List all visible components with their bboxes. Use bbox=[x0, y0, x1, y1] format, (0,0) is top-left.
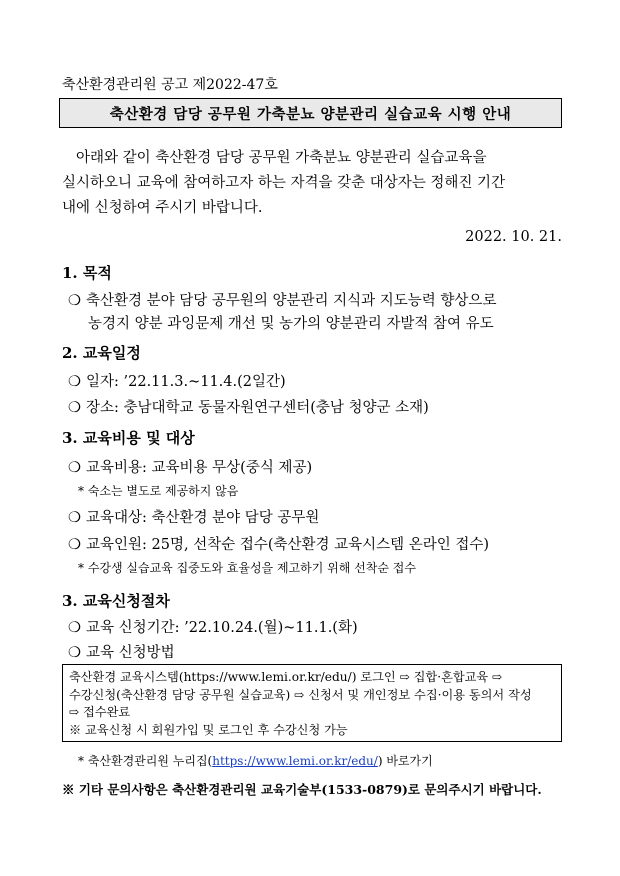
cost-count-note: * 수강생 실습교육 집중도와 효율성을 제고하기 위해 선착순 접수 bbox=[78, 561, 416, 575]
link-note-prefix: * 축산환경관리원 누리집( bbox=[78, 754, 213, 768]
section-heading-cost: 3. 교육비용 및 대상 bbox=[62, 429, 195, 447]
schedule-place-text: 장소: 충남대학교 동물자원연구센터(충남 청양군 소재) bbox=[86, 400, 429, 416]
intro-line: 내에 신청하여 주시기 바랍니다. bbox=[62, 200, 263, 216]
bullet-icon: ❍ bbox=[68, 537, 81, 553]
document-title-box bbox=[59, 98, 562, 128]
link-note-suffix: ) 바로가기 bbox=[377, 754, 433, 768]
notice-date: 2022. 10. 21. bbox=[465, 229, 562, 245]
bullet-icon: ❍ bbox=[68, 510, 81, 526]
section-heading-procedure: 3. 교육신청절차 bbox=[62, 592, 170, 610]
notice-number: 축산환경관리원 공고 제2022-47호 bbox=[62, 77, 278, 93]
homepage-link[interactable]: https://www.lemi.or.kr/edu/ bbox=[212, 754, 378, 768]
method-line: ⇨ 접수완료 bbox=[69, 705, 131, 719]
intro-line: 아래와 같이 축산환경 담당 공무원 가축분뇨 양분관리 실습교육을 bbox=[76, 150, 487, 166]
purpose-line-2: 농경지 양분 과잉문제 개선 및 농가의 양분관리 자발적 참여 유도 bbox=[88, 316, 494, 332]
section-heading-purpose: 1. 목적 bbox=[62, 264, 112, 282]
procedure-period bbox=[68, 616, 358, 637]
cost-count bbox=[68, 533, 489, 554]
procedure-period-text: 교육 신청기간: ’22.10.24.(월)~11.1.(화) bbox=[86, 620, 358, 636]
schedule-dates bbox=[68, 370, 286, 391]
section-heading-schedule: 2. 교육일정 bbox=[62, 344, 141, 362]
bullet-icon: ❍ bbox=[68, 400, 81, 416]
method-line: 수강신청(축산환경 담당 공무원 실습교육) ⇨ 신청서 및 개인정보 수집·이용 동의서 작성 bbox=[69, 687, 532, 702]
document-title: 축산환경 담당 공무원 가축분뇨 양분관리 실습교육 시행 안내 bbox=[109, 105, 512, 123]
purpose-line-1: 축산환경 분야 담당 공무원의 양분관리 지식과 지도능력 향상으로 bbox=[86, 293, 497, 309]
homepage-link-note bbox=[78, 752, 433, 769]
method-line: ※ 교육신청 시 회원가입 및 로그인 후 수강신청 가능 bbox=[69, 722, 348, 737]
intro-paragraph bbox=[62, 146, 562, 221]
procedure-method bbox=[68, 641, 175, 662]
purpose-item bbox=[68, 289, 496, 310]
contact-footer: ※ 기타 문의사항은 축산환경관리원 교육기술부(1533-0879)로 문의주시기 바랍니다. bbox=[62, 782, 542, 797]
bullet-icon: ❍ bbox=[68, 620, 81, 636]
cost-fee-text: 교육비용: 교육비용 무상(중식 제공) bbox=[86, 460, 313, 476]
cost-fee-note: * 숙소는 별도로 제공하지 않음 bbox=[78, 484, 239, 498]
cost-target-text: 교육대상: 축산환경 분야 담당 공무원 bbox=[86, 510, 320, 526]
method-line: 축산환경 교육시스템(https://www.lemi.or.kr/edu/) 로그인 ⇨ 집합·혼합교육 ⇨ bbox=[69, 670, 503, 684]
cost-target bbox=[68, 506, 319, 527]
cost-count-text: 교육인원: 25명, 선착순 접수(축산환경 교육시스템 온라인 접수) bbox=[86, 537, 490, 553]
bullet-icon: ❍ bbox=[68, 460, 81, 476]
procedure-method-text: 교육 신청방법 bbox=[86, 645, 175, 661]
schedule-place bbox=[68, 396, 429, 417]
application-method-box bbox=[62, 664, 562, 742]
cost-fee bbox=[68, 456, 312, 477]
schedule-dates-text: 일자: ’22.11.3.~11.4.(2일간) bbox=[86, 374, 286, 390]
intro-line: 실시하오니 교육에 참여하고자 하는 자격을 갖춘 대상자는 정해진 기간 bbox=[62, 175, 506, 191]
bullet-icon: ❍ bbox=[68, 293, 81, 309]
bullet-icon: ❍ bbox=[68, 645, 81, 661]
bullet-icon: ❍ bbox=[68, 374, 81, 390]
